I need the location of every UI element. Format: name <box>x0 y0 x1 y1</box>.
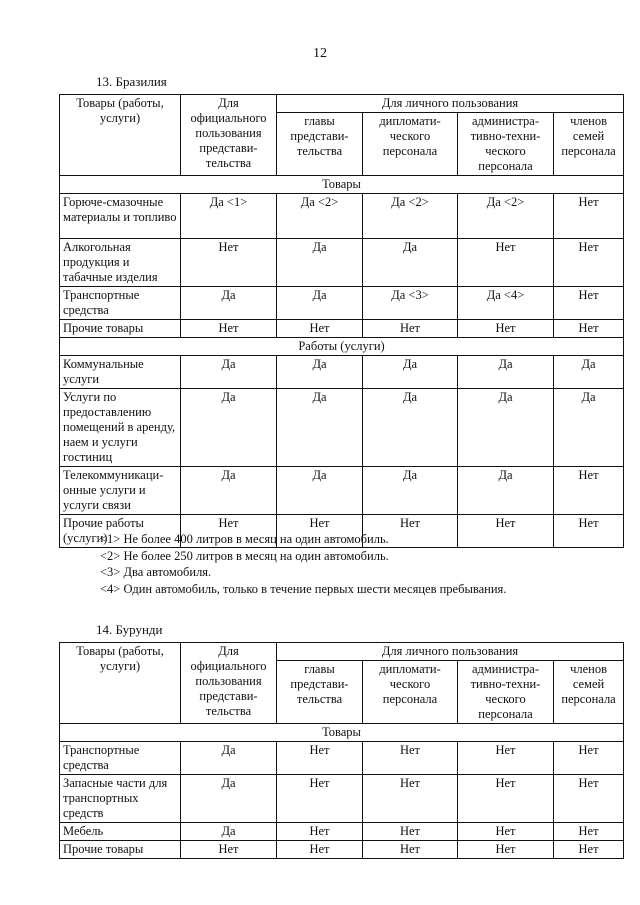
table-cell: Да <2> <box>458 194 554 239</box>
table-cell: Нет <box>277 775 363 823</box>
row-label: Горюче-смазочные материалы и топливо <box>60 194 181 239</box>
header-personal-use: Для личного пользования <box>277 643 624 661</box>
header-official-use: Для официального пользования представи-тельства <box>181 95 277 176</box>
table-cell: Нет <box>554 775 624 823</box>
header-heads-of-mission: главы представи-тельства <box>277 661 363 724</box>
section-header-goods: Товары <box>60 176 624 194</box>
brazil-section-title: 13. Бразилия <box>96 74 167 89</box>
table-cell: Да <box>277 356 363 389</box>
table-cell: Нет <box>277 320 363 338</box>
table-cell: Нет <box>181 320 277 338</box>
row-label: Прочие товары <box>60 320 181 338</box>
page-number: 12 <box>313 46 327 61</box>
row-label: Прочие товары <box>60 841 181 859</box>
header-family-members: членов семей персонала <box>554 661 624 724</box>
table-cell: Нет <box>181 239 277 287</box>
table-cell: Да <box>458 356 554 389</box>
table-cell: Нет <box>554 320 624 338</box>
table-cell: Нет <box>363 515 458 548</box>
table-cell: Нет <box>554 742 624 775</box>
table-cell: Да <box>458 467 554 515</box>
table-cell: Нет <box>277 742 363 775</box>
table-cell: Нет <box>363 823 458 841</box>
header-family-members: членов семей персонала <box>554 113 624 176</box>
table-cell: Да <box>181 356 277 389</box>
section-header-goods: Товары <box>60 724 624 742</box>
row-label: Мебель <box>60 823 181 841</box>
table-cell: Нет <box>363 775 458 823</box>
table-cell: Нет <box>277 515 363 548</box>
table-cell: Да <box>363 356 458 389</box>
table-cell: Да <box>181 823 277 841</box>
table-cell: Нет <box>363 742 458 775</box>
table-cell: Нет <box>554 841 624 859</box>
table-cell: Нет <box>181 841 277 859</box>
row-label: Услуги по предоставлению помещений в аренду, наем и услуги гостиниц <box>60 389 181 467</box>
header-diplomatic-staff: дипломати-ческого персонала <box>363 113 458 176</box>
footnote: <3> Два автомобиля. <box>100 565 212 579</box>
table-cell: Да <box>554 389 624 467</box>
header-goods: Товары (работы, услуги) <box>60 95 181 176</box>
table-cell: Да <box>277 239 363 287</box>
row-label: Транспортные средства <box>60 742 181 775</box>
table-cell: Нет <box>277 841 363 859</box>
brazil-table <box>59 94 624 548</box>
header-diplomatic-staff: дипломати-ческого персонала <box>363 661 458 724</box>
table-cell: Нет <box>554 515 624 548</box>
burundi-section-title: 14. Бурунди <box>96 622 163 637</box>
table-cell: Да <box>181 775 277 823</box>
row-label: Телекоммуникаци-онные услуги и услуги связи <box>60 467 181 515</box>
table-cell: Нет <box>277 823 363 841</box>
header-personal-use: Для личного пользования <box>277 95 624 113</box>
table-cell: Нет <box>554 287 624 320</box>
footnotes <box>100 531 506 597</box>
row-label: Коммунальные услуги <box>60 356 181 389</box>
table-cell: Да <box>363 239 458 287</box>
table-cell: Да <4> <box>458 287 554 320</box>
table-cell: Нет <box>458 320 554 338</box>
table-cell: Да <2> <box>277 194 363 239</box>
row-label: Запасные части для транспортных средств <box>60 775 181 823</box>
row-label: Транспортные средства <box>60 287 181 320</box>
table-cell: Да <box>363 467 458 515</box>
section-header-services: Работы (услуги) <box>60 338 624 356</box>
table-cell: Да <box>277 467 363 515</box>
table-cell: Да <box>181 467 277 515</box>
row-label: Прочие работы (услуги) <box>60 515 181 548</box>
row-label: Алкогольная продукция и табачные изделия <box>60 239 181 287</box>
table-cell: Да <1> <box>181 194 277 239</box>
header-admin-technical-staff: администра-тивно-техни-ческого персонала <box>458 661 554 724</box>
table-cell: Да <box>181 287 277 320</box>
table-cell: Нет <box>181 515 277 548</box>
header-heads-of-mission: главы представи-тельства <box>277 113 363 176</box>
table-cell: Нет <box>458 823 554 841</box>
table-cell: Да <box>277 389 363 467</box>
header-goods: Товары (работы, услуги) <box>60 643 181 724</box>
footnote: <4> Один автомобиль, только в течение первых шести месяцев пребывания. <box>100 581 507 596</box>
table-cell: Нет <box>554 194 624 239</box>
table-cell: Нет <box>554 823 624 841</box>
header-admin-technical-staff: администра-тивно-техни-ческого персонала <box>458 113 554 176</box>
table-cell: Нет <box>554 467 624 515</box>
header-official-use: Для официального пользования представи-тельства <box>181 643 277 724</box>
table-cell: Нет <box>458 515 554 548</box>
table-cell: Нет <box>458 841 554 859</box>
table-cell: Нет <box>458 742 554 775</box>
footnote: <1> Не более 400 литров в месяц на один автомобиль. <box>100 532 389 546</box>
table-cell: Да <box>458 389 554 467</box>
table-cell: Нет <box>363 841 458 859</box>
table-cell: Нет <box>554 239 624 287</box>
table-cell: Да <2> <box>363 194 458 239</box>
table-cell: Да <3> <box>363 287 458 320</box>
burundi-table <box>59 642 624 859</box>
table-cell: Да <box>363 389 458 467</box>
table-cell: Да <box>554 356 624 389</box>
table-cell: Нет <box>458 239 554 287</box>
table-cell: Да <box>181 389 277 467</box>
table-cell: Да <box>277 287 363 320</box>
table-cell: Нет <box>458 775 554 823</box>
table-cell: Да <box>181 742 277 775</box>
footnote: <2> Не более 250 литров в месяц на один автомобиль. <box>100 548 389 563</box>
table-cell: Нет <box>363 320 458 338</box>
